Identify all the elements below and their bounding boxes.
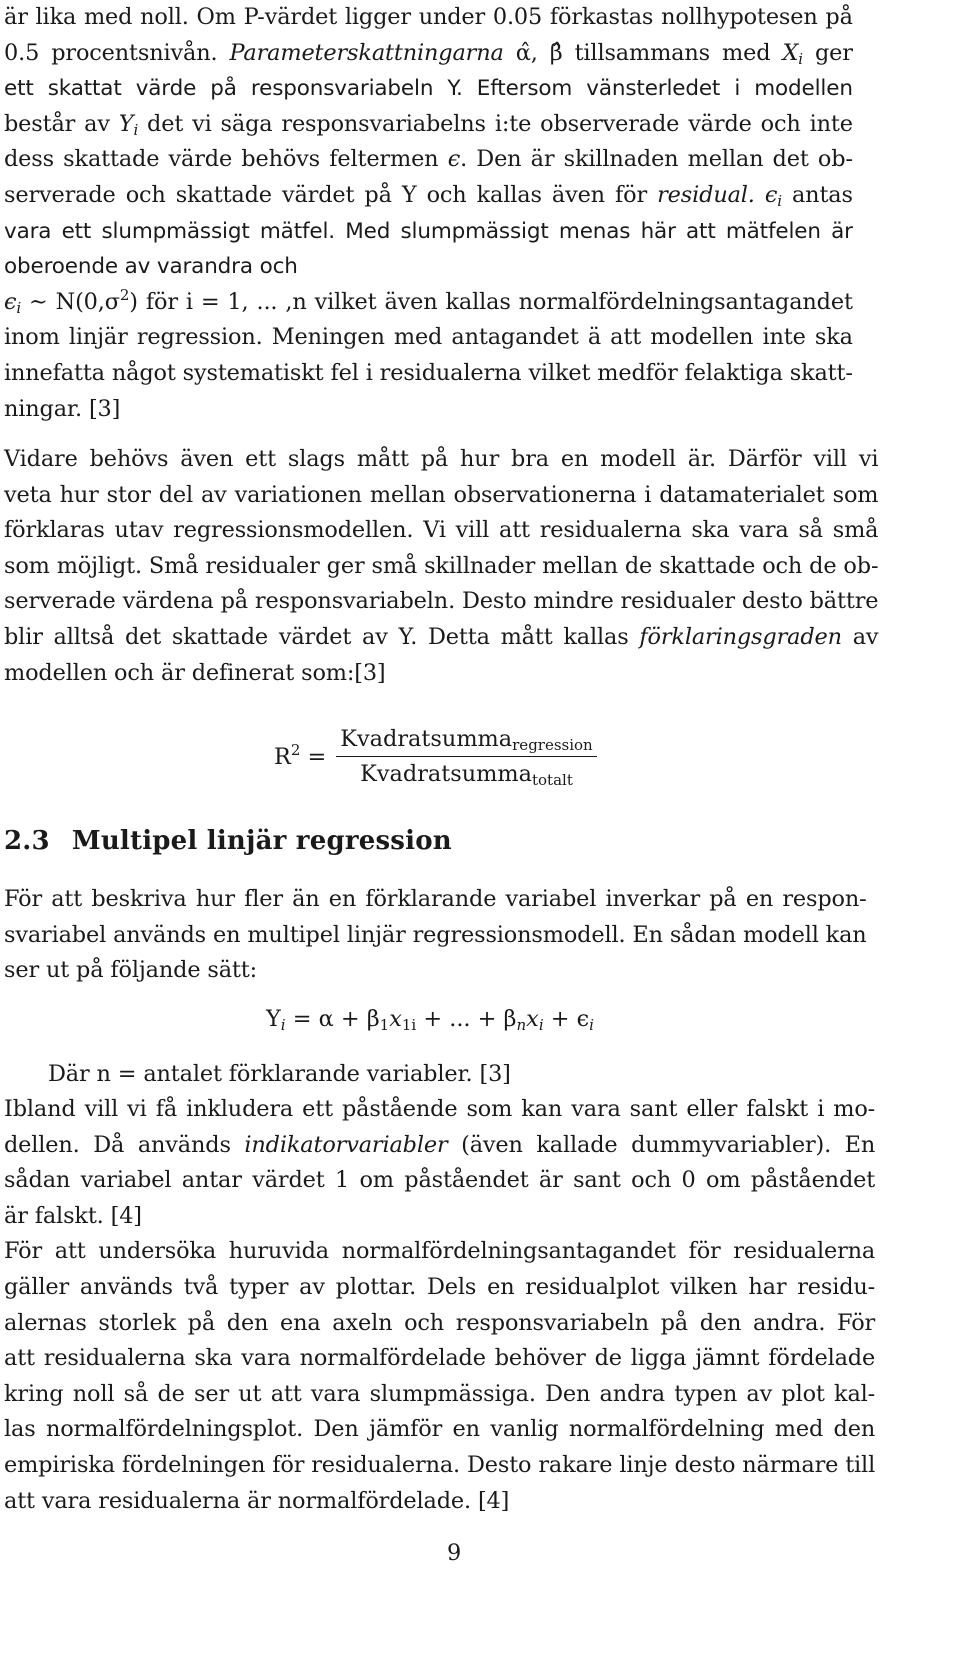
- formula-fraction: [336, 726, 596, 787]
- text-line: blir alltså det skattade värdet av Y. Detta mått kallas förklaringsgraden av: [4, 623, 879, 650]
- text-line: består av $Y_i$ det vi säga responsvariabelns i:te observerade värde och inte: [4, 110, 853, 139]
- paragraph-multiple-regression: [4, 882, 867, 989]
- text-line: För att beskriva hur fler än en förklarande variabel inverkar på en respon-: [4, 886, 867, 912]
- text-line: Ibland vill vi få inkludera ett påstående som kan vara sant eller falskt i mo-: [4, 1096, 876, 1122]
- text-line: Där n = antalet förklarande variabler. [3]: [48, 1061, 511, 1087]
- text-line: inom linjär regression. Meningen med antagandet ä att modellen inte ska: [4, 324, 853, 351]
- text-line: är falskt. [4]: [4, 1202, 142, 1229]
- text-line: vara ett slumpmässigt mätfel. Med slumpmässigt menas här att mätfelen är: [4, 218, 853, 244]
- text-line: som möjligt. Små residualer ger små skillnader mellan de skattade och de ob-: [4, 552, 879, 579]
- section-heading: [4, 826, 452, 856]
- text-line: svariabel används en multipel linjär regressionsmodell. En sådan modell kan: [4, 921, 867, 948]
- text-line: veta hur stor del av variationen mellan observationerna i datamaterialet som: [4, 481, 879, 508]
- text-line: ningar. [3]: [4, 395, 121, 422]
- text-line: För att undersöka huruvida normalfördelningsantagandet för residualerna: [4, 1238, 876, 1265]
- r-squared-formula: [274, 726, 597, 787]
- text-line: ett skattat värde på responsvariabeln Y. Eftersom vänsterledet i modellen: [4, 76, 853, 102]
- text-line: dess skattade värde behövs feltermen ϵ. Den är skillnaden mellan det ob-: [4, 146, 853, 173]
- text-line: innefatta något systematiskt fel i residualerna vilket medför felaktiga skatt-: [4, 359, 853, 386]
- text-line: empiriska fördelningen för residualerna. Desto rakare linje desto närmare till: [4, 1451, 876, 1478]
- text-line: oberoende av varandra och: [4, 254, 298, 280]
- paragraph-p-value-residual: [4, 0, 853, 427]
- text-line: ser ut på följande sätt:: [4, 957, 258, 984]
- text-line: gäller används två typer av plottar. Dels en residualplot vilken har residu-: [4, 1273, 876, 1300]
- text-line: att residualerna ska vara normalfördelade behöver de ligga jämnt fördelade: [4, 1345, 876, 1372]
- text-line: att vara residualerna är normalfördelade. [4]: [4, 1487, 510, 1514]
- text-line: är lika med noll. Om P-värdet ligger under 0.05 förkastas nollhypotesen på: [4, 4, 853, 30]
- section-title: Multipel linjär regression: [71, 826, 452, 856]
- text-line: modellen och är definerat som:[3]: [4, 659, 386, 686]
- paragraph-where-n: [48, 1057, 511, 1093]
- fraction-numerator: Kvadratsumma$_{regression}$: [336, 726, 596, 757]
- text-line: serverade värdena på responsvariabeln. Desto mindre residualer desto bättre: [4, 588, 879, 615]
- text-line: alernas storlek på den ena axeln och responsvariabeln på den andra. För: [4, 1309, 876, 1336]
- section-number: 2.3: [4, 826, 50, 856]
- paragraph-indicator-variables: [4, 1092, 875, 1519]
- text-line: dellen. Då används indikatorvariabler (även kallade dummyvariabler). En: [4, 1131, 876, 1158]
- text-line: $\epsilon_i$ ∼ $N(0,\sigma^2)$ för i = 1, ... ,n vilket även kallas normalfördelningsantagandet: [4, 285, 853, 317]
- text-line: las normalfördelningsplot. Den jämför en vanlig normalfördelning med den: [4, 1416, 876, 1443]
- text-line: serverade och skattade värdet på Y och kallas även för residual. $\epsilon_i$ antas: [4, 181, 853, 210]
- text-line: Vidare behövs även ett slags mått på hur bra en modell är. Därför vill vi: [4, 446, 879, 472]
- fraction-denominator: Kvadratsumma$_{totalt}$: [360, 761, 573, 789]
- text-line: förklaras utav regressionsmodellen. Vi vill att residualerna ska vara så små: [4, 517, 879, 544]
- multiple-regression-formula: $Y_i = \alpha + \beta_1x_{1i}$ + ... + $\beta_nx_i + \epsilon_i$: [266, 1006, 594, 1034]
- text-line: kring noll så de ser ut att vara slumpmässiga. Den andra typen av plot kal-: [4, 1380, 876, 1407]
- page-number: 9: [447, 1540, 462, 1566]
- text-line: 0.5 procentsnivån. Parameterskattningarna α̂, β̂ tillsammans med $X_i$ ger: [4, 39, 853, 68]
- paragraph-r-squared-intro: [4, 442, 878, 691]
- text-line: sådan variabel antar värdet 1 om påståendet är sant och 0 om påståendet: [4, 1167, 876, 1194]
- formula-lhs: $R^2$ =: [274, 740, 327, 770]
